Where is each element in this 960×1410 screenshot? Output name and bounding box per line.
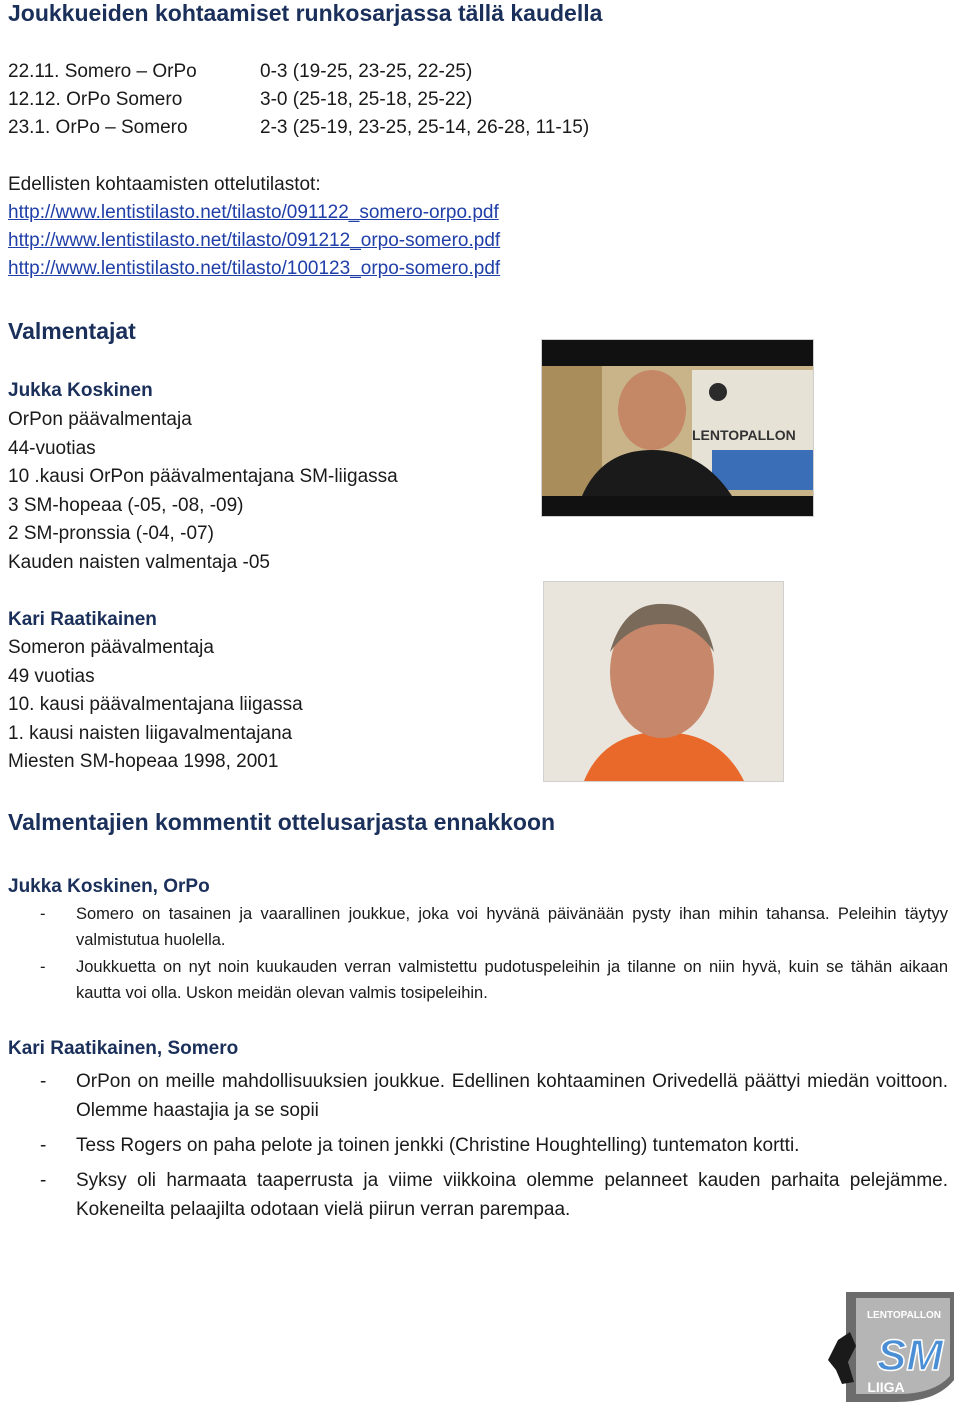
page-title: Joukkueiden kohtaamiset runkosarjassa tällä kaudella — [8, 0, 603, 26]
coach-name: Kari Raatikainen — [8, 609, 157, 630]
dash-bullet: - — [40, 1135, 47, 1156]
comment-list — [40, 901, 948, 1007]
stats-link[interactable]: http://www.lentistilasto.net/tilasto/091122_somero-orpo.pdf — [8, 202, 499, 223]
comment-author: Kari Raatikainen, Somero — [8, 1038, 239, 1059]
match-date: 23.1. OrPo – Somero — [8, 117, 188, 138]
dash-bullet: - — [40, 958, 46, 976]
coach-info: 49 vuotias — [8, 666, 95, 687]
comment-text: Syksy oli harmaata taaperrusta ja viime viikkoina olemme pelanneet kauden parhaita pelejämme. Kokeneilta pelaajilta odotaan vielä piirun verran parempaa. — [76, 1170, 948, 1220]
coach-name: Jukka Koskinen — [8, 380, 153, 401]
coach-photo-koskinen — [541, 339, 814, 517]
comment-author: Jukka Koskinen, OrPo — [8, 876, 210, 897]
coach-info: Someron päävalmentaja — [8, 637, 214, 658]
coaches-heading: Valmentajat — [8, 318, 136, 344]
comment-item — [40, 1166, 948, 1224]
coach-info: 3 SM-hopeaa (-05, -08, -09) — [8, 495, 244, 516]
comment-text: Tess Rogers on paha pelote ja toinen jenkki (Christine Houghtelling) tuntematon kortti. — [76, 1135, 800, 1156]
logo-sm-text: SM — [877, 1331, 943, 1380]
coach-info: 1. kausi naisten liigavalmentajana — [8, 723, 293, 744]
coach-photo-raatikainen — [543, 581, 784, 782]
match-result: 2-3 (25-19, 23-25, 25-14, 26-28, 11-15) — [260, 117, 590, 138]
match-row — [8, 61, 472, 83]
comment-item — [40, 1067, 948, 1125]
match-row — [8, 89, 472, 111]
stats-link[interactable]: http://www.lentistilasto.net/tilasto/100123_orpo-somero.pdf — [8, 258, 501, 279]
match-result: 0-3 (19-25, 23-25, 22-25) — [260, 61, 473, 82]
coach-info: Kauden naisten valmentaja -05 — [8, 552, 270, 573]
comment-text: Somero on tasainen ja vaarallinen joukkue, joka voi hyvänä päivänään pysty ihan mihin tahansa. Peleihin täytyy valmistutua huolella. — [76, 905, 948, 949]
comment-item — [40, 901, 948, 953]
match-result: 3-0 (25-18, 25-18, 25-22) — [260, 89, 473, 110]
coach-info: 44-vuotias — [8, 438, 96, 459]
coach-info: OrPon päävalmentaja — [8, 409, 192, 430]
logo-top-text: LENTOPALLON — [866, 1310, 942, 1321]
coach-info: Miesten SM-hopeaa 1998, 2001 — [8, 751, 279, 772]
comment-text: Joukkuetta on nyt noin kuukauden verran valmistettu pudotuspeleihin ja tilanne on niin hyvä, kuin se tähän aikaan kautta voi olla. Uskon meidän olevan valmis tosipeleihin. — [76, 958, 948, 1002]
match-row — [8, 117, 589, 139]
comment-item — [40, 954, 948, 1006]
dash-bullet: - — [40, 905, 46, 923]
dash-bullet: - — [40, 1071, 47, 1092]
stats-label: Edellisten kohtaamisten ottelutilastot: — [8, 174, 321, 195]
coach-info: 2 SM-pronssia (-04, -07) — [8, 523, 214, 544]
comments-heading: Valmentajien kommentit ottelusarjasta ennakkoon — [8, 809, 556, 835]
coach-info: 10 .kausi OrPon päävalmentajana SM-liigassa — [8, 466, 398, 487]
comment-item — [40, 1131, 948, 1160]
dash-bullet: - — [40, 1170, 47, 1191]
stats-link[interactable]: http://www.lentistilasto.net/tilasto/091212_orpo-somero.pdf — [8, 230, 501, 251]
sm-liiga-logo — [826, 1290, 956, 1405]
match-date: 12.12. OrPo Somero — [8, 89, 183, 110]
photo-text: LENTOPALLON — [692, 427, 796, 443]
logo-bottom-text: LIIGA — [867, 1379, 905, 1395]
coach-info: 10. kausi päävalmentajana liigassa — [8, 694, 303, 715]
comment-list — [40, 1067, 948, 1230]
comment-text: OrPon on meille mahdollisuuksien joukkue. Edellinen kohtaaminen Orivedellä päättyi miedän voittoon. Olemme haastajia ja se sopii — [76, 1071, 948, 1121]
match-date: 22.11. Somero – OrPo — [8, 61, 197, 82]
